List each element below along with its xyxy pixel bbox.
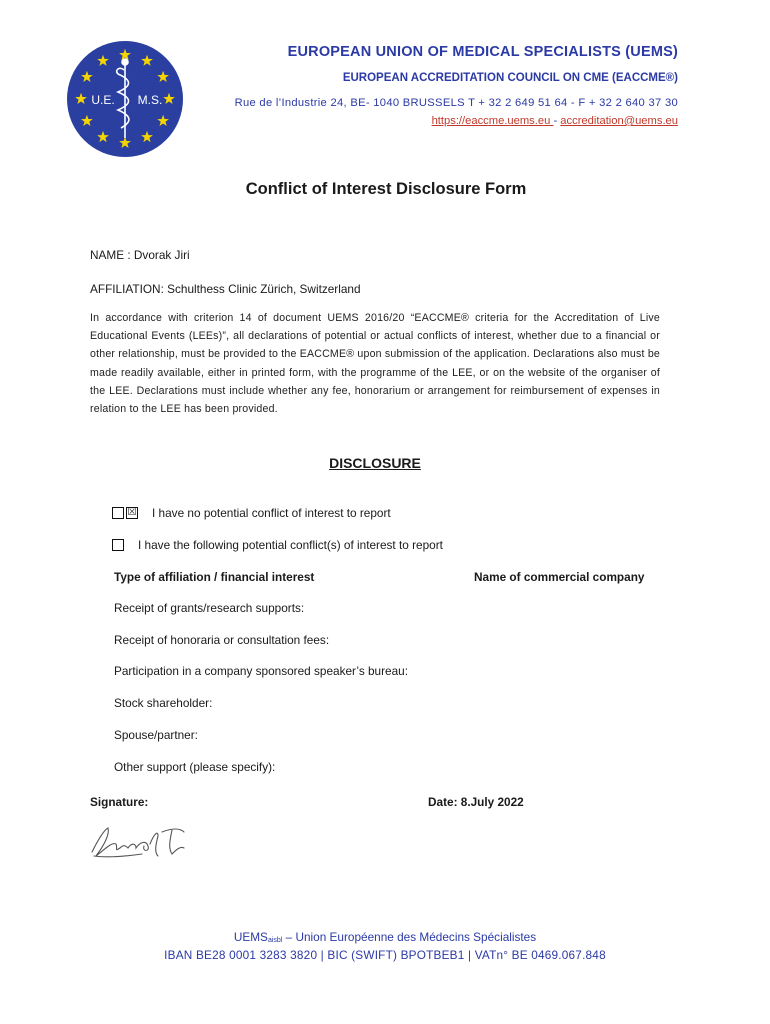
contact-links (432, 115, 678, 127)
checkbox-icon[interactable] (112, 539, 124, 551)
org-title: EUROPEAN UNION OF MEDICAL SPECIALISTS (UEMS) (287, 44, 678, 60)
signature-label: Signature: (90, 795, 149, 809)
col-header-company: Name of commercial company (474, 570, 645, 584)
affiliation-field: AFFILIATION: Schulthess Clinic Zürich, Switzerland (90, 282, 361, 296)
list-item: Other support (please specify): (114, 760, 276, 774)
link-separator: - (553, 115, 561, 127)
logo-text-right: M.S. (137, 93, 163, 107)
list-item: Participation in a company sponsored speaker’s bureau: (114, 664, 409, 678)
list-item: Stock shareholder: (114, 696, 213, 710)
col-header-affiliation: Type of affiliation / financial interest (114, 570, 315, 584)
footer-org-sub: aisbl (267, 937, 283, 944)
handwritten-signature (88, 822, 192, 864)
intro-paragraph: In accordance with criterion 14 of document UEMS 2016/20 “EACCME® criteria for the Accreditation of Live Educational Events (LEEs)”, all declarations of potential or actual conflicts of interest, whether due to a financial or other relationship, must be provided to the EACCME® upon submission of the application. Declarations also must be made readily available, either in printed form, with the programme of the LEE, or on the website of the organiser of the LEE. Declarations must include whether any fee, honorarium or arrangement for reimbursement of expenses in relation to the LEE has been provided. (90, 312, 660, 416)
disclosure-title: DISCLOSURE (329, 455, 421, 471)
name-field: NAME : Dvorak Jiri (90, 248, 190, 262)
list-item: Receipt of grants/research supports: (114, 601, 305, 615)
footer-line-2: IBAN BE28 0001 3283 3820 | BIC (SWIFT) BPOTBEB1 | VATn° BE 0469.067.848 (164, 948, 606, 962)
address-line: Rue de l’Industrie 24, BE- 1040 BRUSSELS T + 32 2 649 51 64 - F + 32 2 640 37 30 (234, 97, 678, 109)
website-link[interactable]: https://eaccme.uems.eu (431, 115, 554, 127)
council-title: EUROPEAN ACCREDITATION COUNCIL ON CME (EACCME®) (342, 72, 678, 84)
option-has-conflict-label: I have the following potential conflict(s) of interest to report (138, 538, 443, 552)
option-no-conflict-label: I have no potential conflict of interest to report (152, 506, 391, 520)
footer-line-1 (0, 930, 770, 944)
email-link[interactable]: accreditation@uems.eu (560, 115, 678, 127)
option-has-conflict[interactable] (112, 538, 443, 552)
logo-text-left: U.E. (91, 93, 115, 107)
option-no-conflict[interactable] (112, 506, 391, 520)
footer-org: UEMS (233, 930, 268, 944)
list-item: Receipt of honoraria or consultation fees: (114, 633, 330, 647)
footer-org-name: – Union Européenne des Médecins Spécialistes (282, 930, 537, 944)
list-item: Spouse/partner: (114, 728, 198, 742)
page-title: Conflict of Interest Disclosure Form (245, 180, 527, 198)
uems-logo (66, 40, 184, 158)
checkbox-icon (112, 507, 124, 519)
date-label: Date: 8.July 2022 (428, 795, 524, 809)
checked-checkbox-icon[interactable]: ☒ (127, 507, 137, 518)
